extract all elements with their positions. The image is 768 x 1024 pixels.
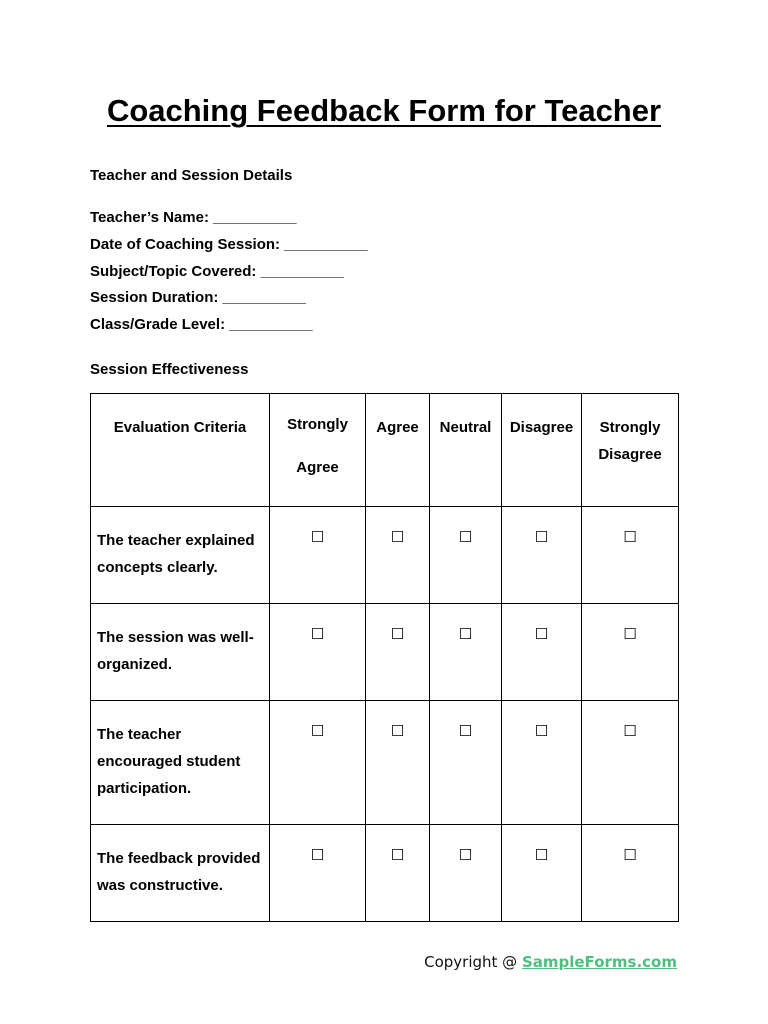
checkbox-agree[interactable]: ☐ <box>366 701 430 825</box>
checkbox-neutral[interactable]: ☐ <box>430 507 502 604</box>
teacher-details-heading: Teacher and Session Details <box>90 167 293 184</box>
column-header-strongly-disagree: Strongly Disagree <box>582 394 679 507</box>
column-header-neutral: Neutral <box>430 394 502 507</box>
column-header-criteria: Evaluation Criteria <box>91 394 270 507</box>
checkbox-disagree[interactable]: ☐ <box>502 701 582 825</box>
checkbox-neutral[interactable]: ☐ <box>430 701 502 825</box>
checkbox-neutral[interactable]: ☐ <box>430 604 502 701</box>
checkbox-strongly-agree[interactable]: ☐ <box>270 701 366 825</box>
checkbox-strongly-disagree[interactable]: ☐ <box>582 701 679 825</box>
class-grade-field[interactable]: Class/Grade Level: __________ <box>90 316 313 334</box>
footer-copyright <box>424 953 677 971</box>
checkbox-agree[interactable]: ☐ <box>366 507 430 604</box>
criterion-text: The teacher encouraged student participation. <box>91 701 270 825</box>
teacher-details-list <box>90 209 368 343</box>
column-header-agree: Agree <box>366 394 430 507</box>
copyright-text: Copyright @ <box>424 953 522 971</box>
subject-topic-field[interactable]: Subject/Topic Covered: __________ <box>90 262 345 280</box>
column-header-strongly-agree: Strongly Agree <box>270 394 366 507</box>
criterion-text: The session was well-organized. <box>91 604 270 701</box>
form-title: Coaching Feedback Form for Teacher <box>106 93 662 128</box>
evaluation-table <box>90 393 679 922</box>
table-row <box>91 604 679 701</box>
checkbox-strongly-agree[interactable]: ☐ <box>270 507 366 604</box>
checkbox-strongly-disagree[interactable]: ☐ <box>582 825 679 922</box>
table-row <box>91 701 679 825</box>
table-header-row <box>91 394 679 507</box>
checkbox-strongly-agree[interactable]: ☐ <box>270 604 366 701</box>
checkbox-agree[interactable]: ☐ <box>366 604 430 701</box>
session-date-field[interactable]: Date of Coaching Session: __________ <box>90 235 368 253</box>
checkbox-neutral[interactable]: ☐ <box>430 825 502 922</box>
column-header-disagree: Disagree <box>502 394 582 507</box>
session-duration-field[interactable]: Session Duration: __________ <box>90 289 306 307</box>
checkbox-disagree[interactable]: ☐ <box>502 604 582 701</box>
checkbox-strongly-agree[interactable]: ☐ <box>270 825 366 922</box>
checkbox-strongly-disagree[interactable]: ☐ <box>582 507 679 604</box>
session-effectiveness-heading: Session Effectiveness <box>90 361 249 378</box>
checkbox-agree[interactable]: ☐ <box>366 825 430 922</box>
checkbox-disagree[interactable]: ☐ <box>502 825 582 922</box>
checkbox-disagree[interactable]: ☐ <box>502 507 582 604</box>
table-row <box>91 825 679 922</box>
checkbox-strongly-disagree[interactable]: ☐ <box>582 604 679 701</box>
table-row <box>91 507 679 604</box>
teacher-name-field[interactable]: Teacher’s Name: __________ <box>90 209 297 226</box>
criterion-text: The feedback provided was constructive. <box>91 825 270 922</box>
sampleforms-link[interactable]: SampleForms.com <box>521 953 677 971</box>
criterion-text: The teacher explained concepts clearly. <box>91 507 270 604</box>
